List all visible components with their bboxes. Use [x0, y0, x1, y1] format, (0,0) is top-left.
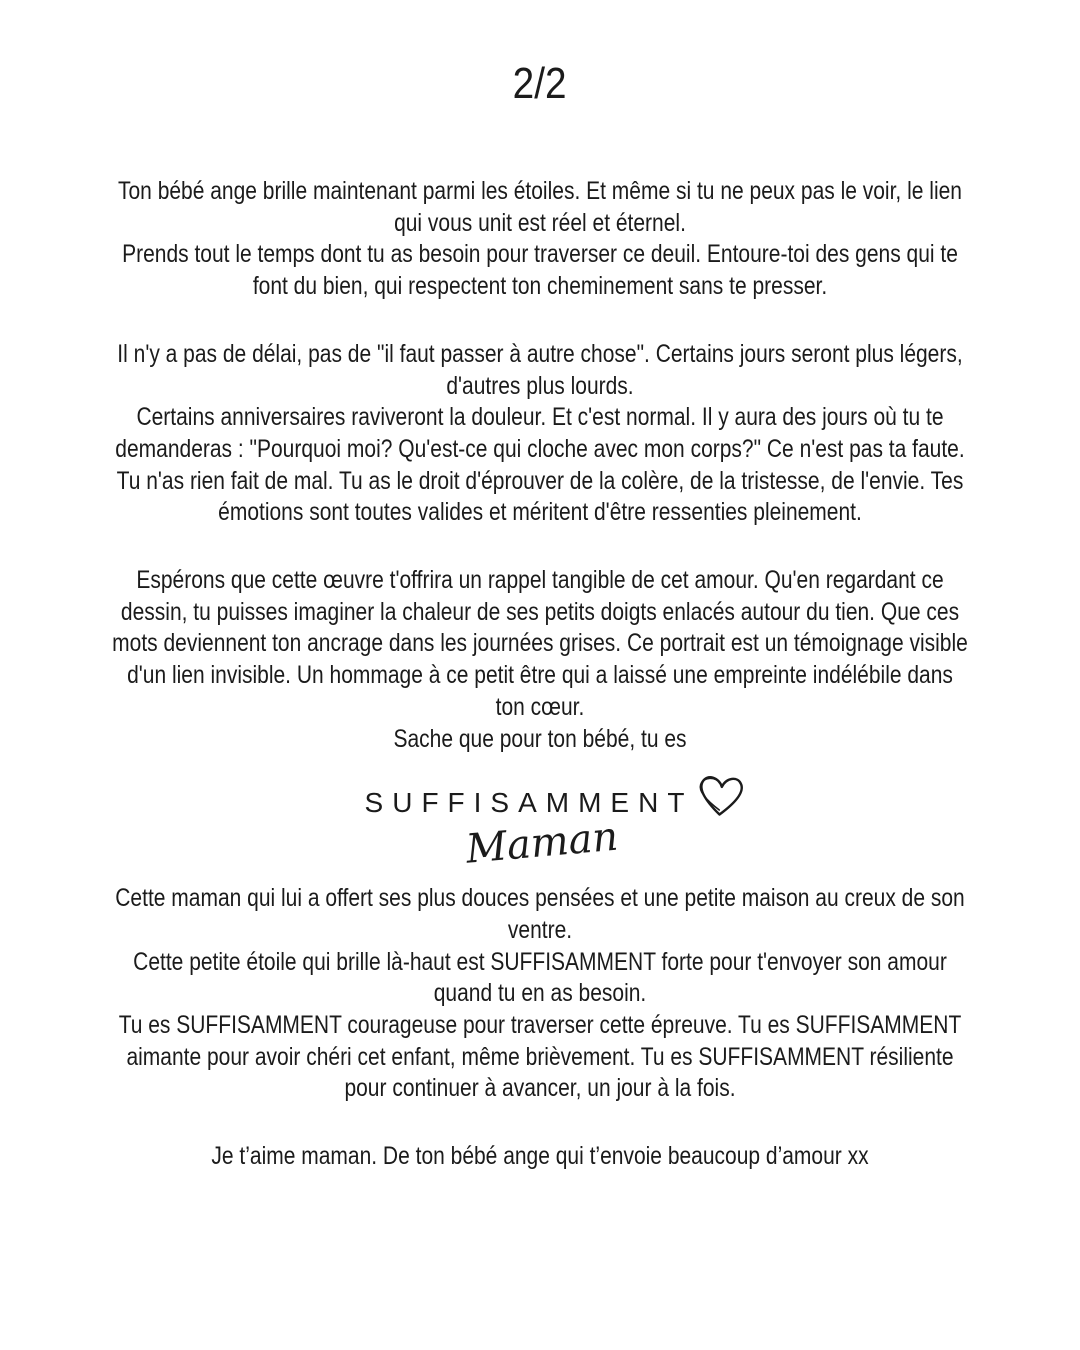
closing-line [0, 1141, 1080, 1173]
paragraph-3 [0, 565, 1080, 755]
brand-script-signature: Maman [464, 813, 620, 874]
page-indicator [0, 0, 1080, 110]
letter-body [0, 176, 1080, 1173]
page-indicator-text: 2/2 [513, 59, 567, 108]
text-line: Cette petite étoile qui brille là-haut est SUFFISAMMENT forte pour t'envoyer son amour [133, 947, 947, 976]
text-line: qui vous unit est réel et éternel. [394, 208, 686, 237]
paragraph-4 [0, 883, 1080, 1105]
text-line: Tu n'as rien fait de mal. Tu as le droit d'éprouver de la colère, de la tristesse, de l'envie. Tes [116, 466, 964, 495]
text-line: Sache que pour ton bébé, tu es [393, 724, 687, 753]
text-line: pour continuer à avancer, un jour à la fois. [344, 1074, 736, 1103]
text-line: mots deviennent ton ancrage dans les journées grises. Ce portrait est un témoignage visible [112, 629, 968, 658]
text-line: ventre. [507, 915, 573, 944]
text-line: dessin, tu puisses imaginer la chaleur de ses petits doigts enlacés autour du tien. Que ces [120, 597, 960, 626]
brand-wordmark: SUFFISAMMENT [364, 787, 694, 819]
paragraph-2 [0, 339, 1080, 529]
text-line: Cette maman qui lui a offert ses plus douces pensées et une petite maison au creux de son [115, 884, 965, 913]
text-line: aimante pour avoir chéri cet enfant, même brièvement. Tu es SUFFISAMMENT résiliente [126, 1042, 954, 1071]
text-line: demanderas : "Pourquoi moi? Qu'est-ce qui cloche avec mon corps?" Ce n'est pas ta faute. [115, 434, 965, 463]
text-line: font du bien, qui respectent ton cheminement sans te presser. [252, 272, 828, 301]
text-line: Tu es SUFFISAMMENT courageuse pour traverser cette épreuve. Tu es SUFFISAMMENT [118, 1011, 962, 1040]
paragraph-1 [0, 176, 1080, 303]
text-line: Je t’aime maman. De ton bébé ange qui t’envoie beaucoup d’amour xx [211, 1142, 869, 1171]
text-line: Ton bébé ange brille maintenant parmi les étoiles. Et même si tu ne peux pas le voir, le lien [118, 177, 962, 205]
text-line: Espérons que cette œuvre t'offrira un rappel tangible de cet amour. Qu'en regardant ce [136, 566, 944, 595]
text-line: d'autres plus lourds. [446, 371, 634, 400]
text-line: quand tu en as besoin. [433, 979, 647, 1008]
text-line: émotions sont toutes valides et méritent d'être ressenties pleinement. [218, 498, 862, 527]
text-line: Certains anniversaires raviveront la douleur. Et c'est normal. Il y aura des jours où tu te [136, 403, 944, 432]
brand-block [16, 783, 1080, 874]
text-line: Il n'y a pas de délai, pas de "il faut passer à autre chose". Certains jours seront plus légers, [117, 339, 963, 368]
text-line: ton cœur. [495, 692, 585, 721]
text-line: d'un lien invisible. Un hommage à ce petit être qui a laissé une empreinte indélébile dans [127, 661, 953, 690]
text-line: Prends tout le temps dont tu as besoin pour traverser ce deuil. Entoure-toi des gens qui te [122, 240, 958, 269]
